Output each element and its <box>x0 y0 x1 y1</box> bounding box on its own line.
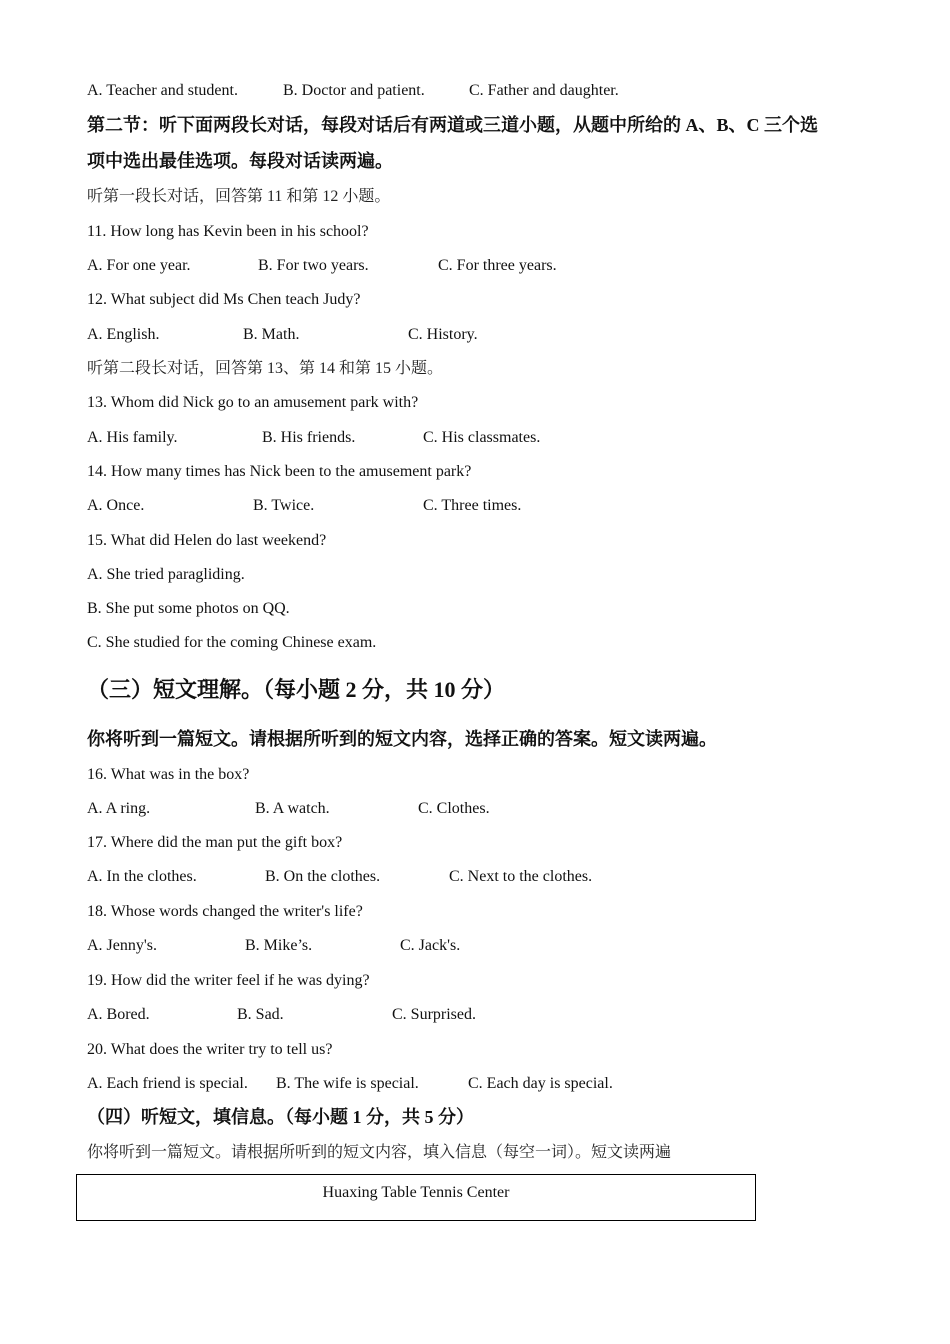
q17-option-a: A. In the clothes. <box>87 868 197 885</box>
part4-instructions: 你将听到一篇短文。请根据所听到的短文内容，填入信息（每空一词）。短文读两遍 <box>87 1144 672 1161</box>
q13-option-c: C. His classmates. <box>423 429 541 446</box>
section2-heading-line1: 第二节：听下面两段长对话，每段对话后有两道或三道小题，从题中所给的 A、B、C 三个选 <box>87 115 818 135</box>
q20-question: 20. What does the writer try to tell us? <box>87 1041 333 1058</box>
q18-option-b: B. Mike’s. <box>245 937 313 954</box>
q18-option-a: A. Jenny's. <box>87 937 157 954</box>
q20-option-c: C. Each day is special. <box>468 1075 613 1092</box>
q16-option-c: C. Clothes. <box>418 800 490 817</box>
part4-heading: （四）听短文，填信息。（每小题 1 分，共 5 分） <box>87 1107 474 1127</box>
q19-question: 19. How did the writer feel if he was dying? <box>87 972 370 989</box>
q12-question: 12. What subject did Ms Chen teach Judy? <box>87 291 361 308</box>
q17-question: 17. Where did the man put the gift box? <box>87 834 343 851</box>
part3-instructions: 你将听到一篇短文。请根据所听到的短文内容，选择正确的答案。短文读两遍。 <box>87 729 717 749</box>
q10-option-c: C. Father and daughter. <box>469 82 619 99</box>
q11-option-c: C. For three years. <box>438 257 557 274</box>
q18-option-c: C. Jack's. <box>400 937 461 954</box>
q14-option-b: B. Twice. <box>253 497 315 514</box>
q15-question: 15. What did Helen do last weekend? <box>87 532 327 549</box>
q17-option-b: B. On the clothes. <box>265 868 381 885</box>
q11-option-a: A. For one year. <box>87 257 191 274</box>
q14-option-c: C. Three times. <box>423 497 522 514</box>
q19-option-b: B. Sad. <box>237 1006 284 1023</box>
info-table <box>76 1174 756 1221</box>
q19-option-c: C. Surprised. <box>392 1006 476 1023</box>
q13-option-b: B. His friends. <box>262 429 356 446</box>
q15-option-a: A. She tried paragliding. <box>87 566 245 583</box>
section2-heading-line2: 项中选出最佳选项。每段对话读两遍。 <box>87 151 393 171</box>
q10-option-a: A. Teacher and student. <box>87 82 238 99</box>
dialog1-intro: 听第一段长对话，回答第 11 和第 12 小题。 <box>87 188 391 205</box>
q16-option-a: A. A ring. <box>87 800 151 817</box>
q13-question: 13. Whom did Nick go to an amusement park with? <box>87 394 419 411</box>
q11-option-b: B. For two years. <box>258 257 369 274</box>
q15-option-c: C. She studied for the coming Chinese exam. <box>87 634 377 651</box>
q11-question: 11. How long has Kevin been in his school? <box>87 223 369 240</box>
q20-option-a: A. Each friend is special. <box>87 1075 248 1092</box>
q15-option-b: B. She put some photos on QQ. <box>87 600 290 617</box>
q20-option-b: B. The wife is special. <box>276 1075 419 1092</box>
q14-option-a: A. Once. <box>87 497 145 514</box>
q12-option-b: B. Math. <box>243 326 300 343</box>
q14-question: 14. How many times has Nick been to the amusement park? <box>87 463 472 480</box>
q16-option-b: B. A watch. <box>255 800 330 817</box>
q12-option-a: A. English. <box>87 326 160 343</box>
q16-question: 16. What was in the box? <box>87 766 250 783</box>
q19-option-a: A. Bored. <box>87 1006 150 1023</box>
q13-option-a: A. His family. <box>87 429 178 446</box>
q12-option-c: C. History. <box>408 326 478 343</box>
q18-question: 18. Whose words changed the writer's life? <box>87 903 363 920</box>
dialog2-intro: 听第二段长对话，回答第 13、第 14 和第 15 小题。 <box>87 360 444 377</box>
q17-option-c: C. Next to the clothes. <box>449 868 593 885</box>
q10-option-b: B. Doctor and patient. <box>283 82 425 99</box>
table-title: Huaxing Table Tennis Center <box>322 1184 510 1201</box>
part3-heading: （三）短文理解。（每小题 2 分，共 10 分） <box>87 677 506 702</box>
